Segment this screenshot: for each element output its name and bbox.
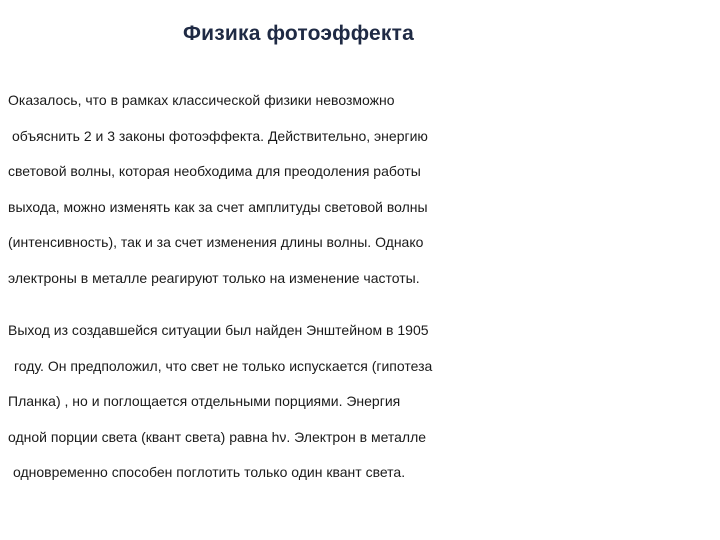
paragraph-einstein-hypothesis [8,313,718,491]
text-line: одновременно способен поглотить только один квант света. [13,464,406,481]
text-line: объяснить 2 и 3 законы фотоэффекта. Действительно, энергию [12,127,428,144]
text-line: году. Он предположил, что свет не только испускается (гипотеза [14,357,433,374]
paragraph-classical-physics [8,83,718,297]
text-line: Оказалось, что в рамках классической физики невозможно [8,92,395,108]
text-line: одной порции света (квант света) равна hν. Электрон в металле [8,428,427,445]
text-line: выхода, можно изменять как за счет амплитуды световой волны [8,198,428,215]
text-line: (интенсивность), так и за счет изменения длины волны. Однако [8,234,424,251]
page-title: Физика фотоэффекта [183,22,414,45]
text-line: Планка) , но и поглощается отдельными порциями. Энергия [8,393,401,410]
text-line: электроны в металле реагируют только на изменение частоты. [8,269,420,286]
text-line: Выход из создавшейся ситуации был найден Энштейном в 1905 [8,322,429,338]
text-line: световой волны, которая необходима для преодоления работы [8,163,421,180]
